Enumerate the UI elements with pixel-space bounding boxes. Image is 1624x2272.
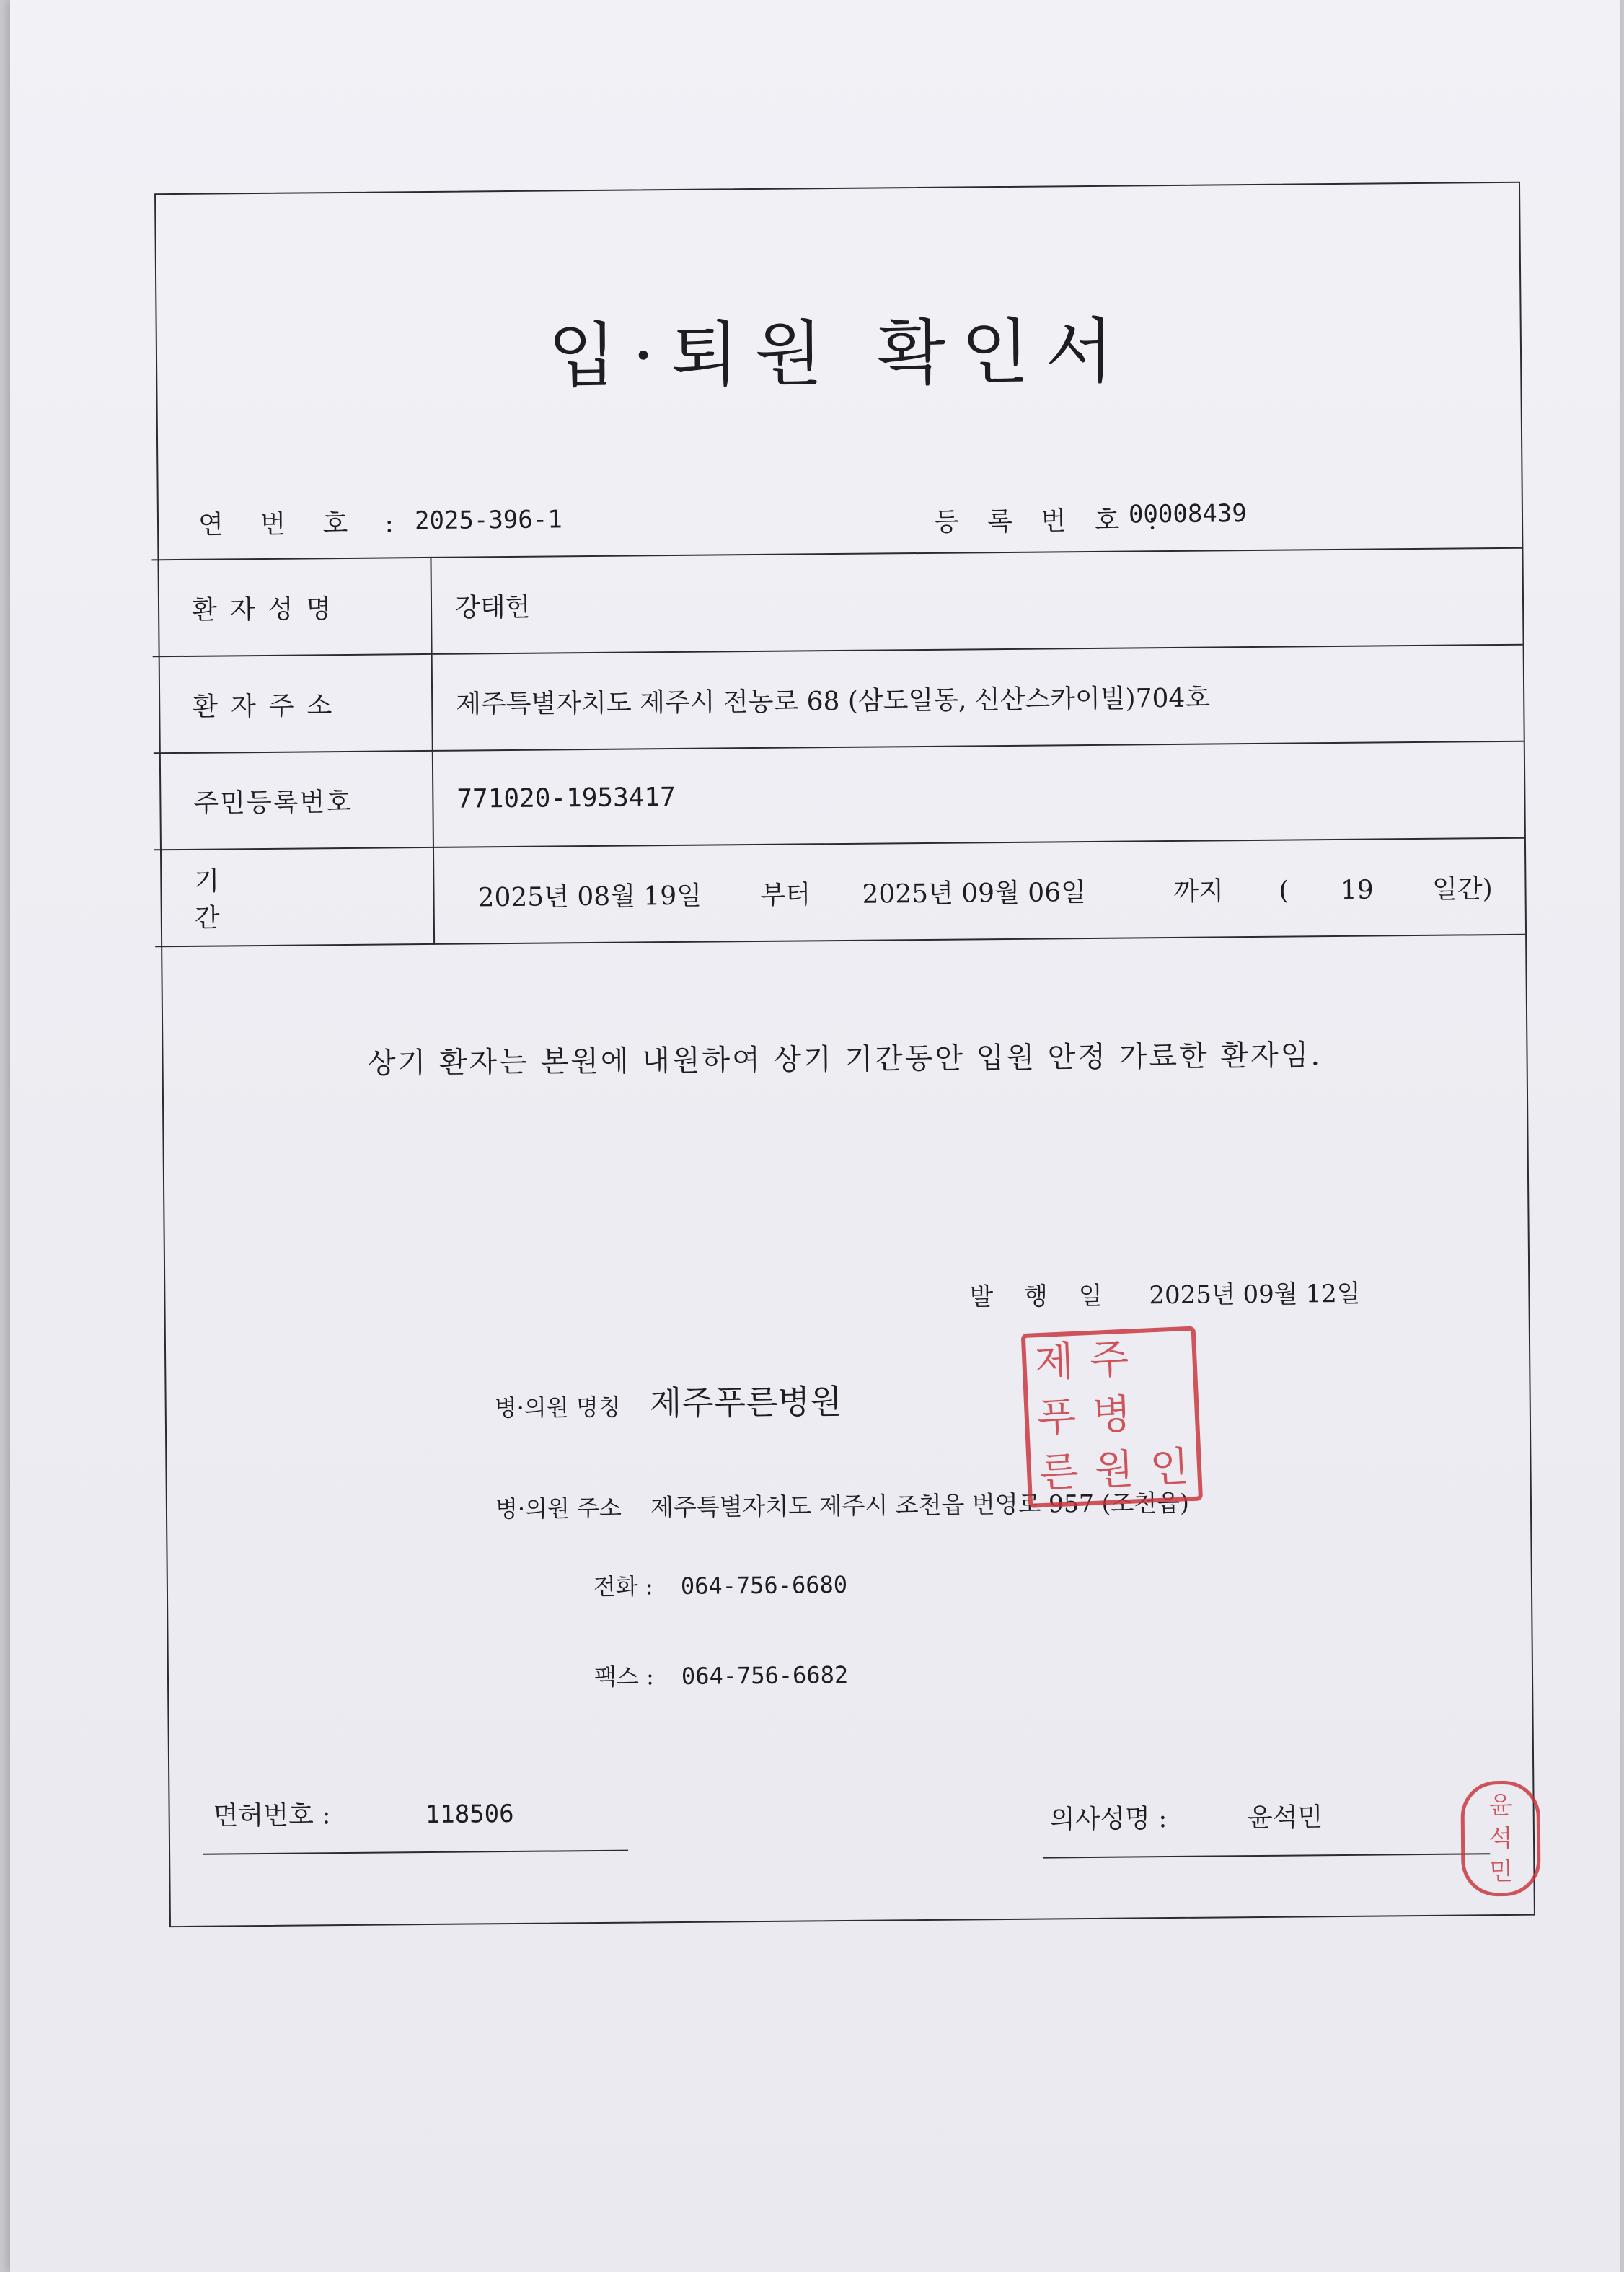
period-until: 까지 (1173, 876, 1224, 907)
seal-glyph: 주 (1088, 1335, 1130, 1384)
patient-name: 강태헌 (431, 548, 1522, 654)
period-paren-open: ( (1279, 876, 1289, 906)
seal-glyph: 병 (1091, 1391, 1133, 1440)
hospital-address-label: 병·의원 주소 (495, 1494, 622, 1523)
resident-no-label: 주민등록번호 (154, 751, 433, 850)
hospital-seal-stamp (1021, 1326, 1203, 1508)
patient-address: 제주특별자치도 제주시 전농로 68 (삼도일동, 신산스카이빌)704호 (432, 645, 1524, 751)
resident-no: 771020-1953417 (433, 741, 1524, 847)
doctor-underline (1043, 1853, 1490, 1858)
seal-glyph: 제 (1033, 1338, 1075, 1387)
seal-glyph: 원 (1093, 1445, 1135, 1495)
issue-label: 발 행 일 (969, 1281, 1114, 1312)
patient-address-label: 환자주소 (153, 654, 433, 753)
doctor-seal-stamp (1460, 1781, 1540, 1897)
document-title: 입·퇴원 확인서 (547, 310, 1130, 398)
patient-address-row (153, 645, 1524, 754)
seal-glyph: 윤 (1488, 1790, 1513, 1820)
patient-name-label: 환자성명 (151, 558, 431, 656)
seal-glyph: 인 (1149, 1443, 1191, 1492)
fax-row (594, 1657, 849, 1692)
hospital-name: 제주푸른병원 (649, 1382, 842, 1423)
period-days: 19 (1340, 875, 1374, 905)
document-frame (154, 182, 1535, 1927)
telephone-label: 전화 : (593, 1572, 653, 1601)
serial-row (159, 479, 1522, 555)
serial-value: 2025-396-1 (414, 505, 562, 536)
patient-info-table (151, 547, 1525, 948)
fax-label: 팩스 : (593, 1663, 654, 1691)
registration-label: 등 록 번 호 : (933, 506, 1168, 537)
license-row (213, 1793, 513, 1833)
hospital-name-row (494, 1375, 842, 1426)
resident-no-row (154, 741, 1524, 850)
registration-value: 00008439 (1128, 499, 1247, 529)
period-end: 2025년 09월 06일 (862, 877, 1087, 910)
period-value (433, 838, 1525, 944)
patient-name-row (151, 548, 1522, 657)
doctor-name: 윤석민 (1247, 1802, 1323, 1833)
telephone-row (593, 1567, 848, 1602)
doctor-label: 의사성명 : (1049, 1804, 1168, 1835)
period-start: 2025년 08월 19일 (477, 881, 702, 912)
period-days-unit: 일간) (1431, 873, 1493, 904)
confirmation-statement: 상기 환자는 본원에 내원하여 상기 기간동안 입원 안정 가료한 환자임. (367, 1039, 1323, 1080)
fax-number: 064-756-6682 (681, 1660, 849, 1690)
license-label: 면허번호 : (213, 1800, 331, 1831)
serial-label: 연 번 호 : (198, 508, 409, 540)
license-number: 118506 (425, 1799, 514, 1830)
issue-date: 2025년 09월 12일 (1149, 1279, 1361, 1311)
seal-glyph (1136, 1331, 1193, 1388)
seal-glyph: 민 (1488, 1857, 1514, 1887)
seal-glyph: 른 (1038, 1448, 1080, 1497)
doctor-row (1050, 1797, 1323, 1836)
seal-glyph (1139, 1386, 1196, 1443)
issue-row (969, 1274, 1361, 1313)
seal-glyph: 석 (1488, 1823, 1513, 1854)
hospital-name-label: 병·의원 명칭 (494, 1393, 621, 1422)
period-from: 부터 (760, 879, 811, 910)
period-label: 기 간 (154, 847, 434, 946)
license-underline (203, 1850, 628, 1855)
document-page (10, 0, 1620, 2272)
telephone-number: 064-756-6680 (680, 1570, 848, 1600)
seal-glyph: 푸 (1036, 1393, 1077, 1442)
hospital-address: 제주특별자치도 제주시 조천읍 번영로 957 (조천읍) (650, 1488, 1190, 1522)
period-row (154, 838, 1525, 947)
